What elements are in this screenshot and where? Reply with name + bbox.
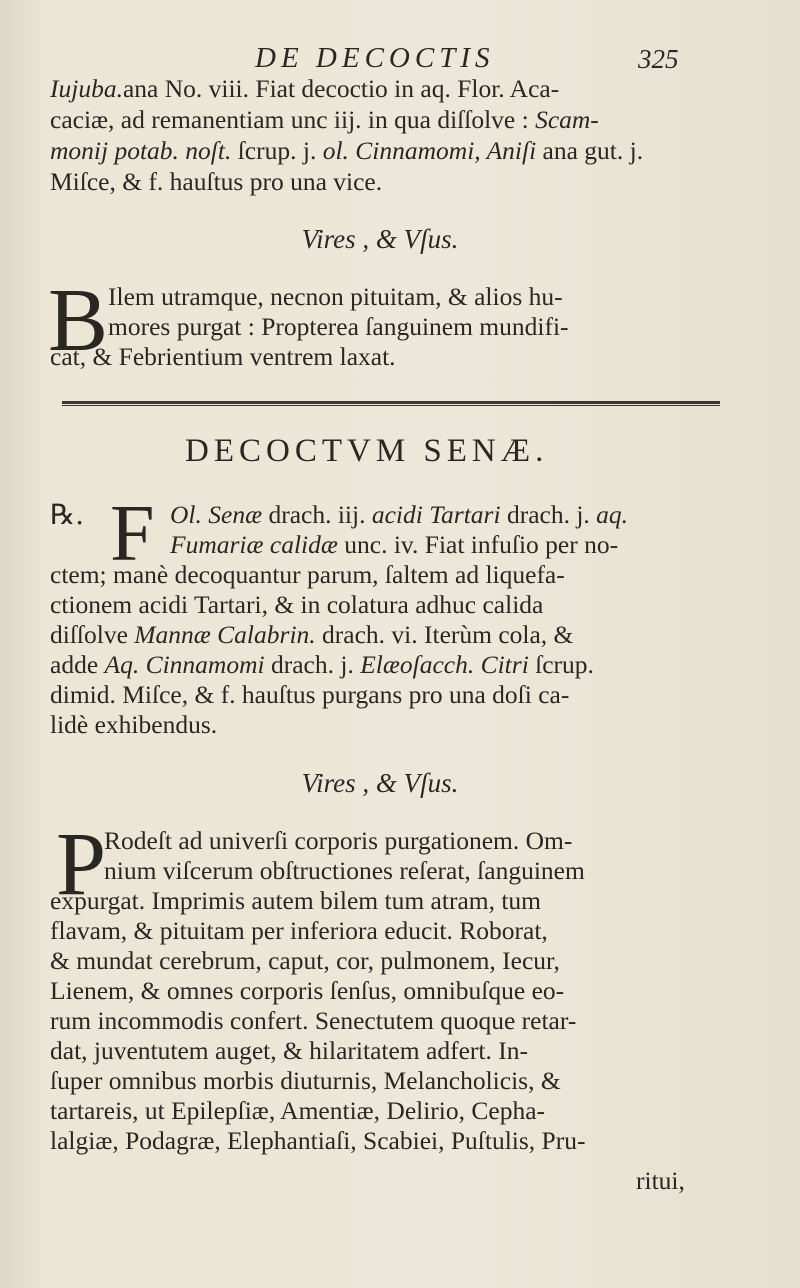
text-run: Miſce, & f. hauſtus pro una vice. xyxy=(50,167,383,196)
page-number: 325 xyxy=(638,44,679,74)
text-line xyxy=(50,105,599,135)
italic-text: Scam- xyxy=(535,105,599,134)
text-line: ſuper omnibus morbis diuturnis, Melancholicis, & xyxy=(50,1066,561,1095)
text-run: ana gut. j. xyxy=(536,136,644,165)
text-line xyxy=(170,530,618,560)
italic-text: Iujuba. xyxy=(50,74,123,103)
drop-cap: P xyxy=(56,815,107,914)
text-line xyxy=(50,620,573,650)
italic-text: Mannæ Calabrin. xyxy=(134,620,316,649)
paragraph-vires-2 xyxy=(50,815,740,1166)
text-line: lalgiæ, Podagræ, Elephantiaſi, Scabiei, Puſtulis, Pru- xyxy=(50,1126,586,1155)
text-line: & mundat cerebrum, caput, cor, pulmonem, Iecur, xyxy=(50,946,560,975)
text-line: Ilem utramque, necnon pituitam, & alios hu- xyxy=(108,282,563,311)
text-line: Lienem, & omnes corporis ſenſus, omnibuſque eo- xyxy=(50,976,565,1005)
text-line xyxy=(50,560,565,590)
italic-text: Aq. Cinnamomi xyxy=(104,650,265,679)
text-run: ſcrup. j. xyxy=(231,136,323,165)
text-line: nium viſcerum obſtructiones reſerat, ſanguinem xyxy=(104,856,585,885)
text-line: expurgat. Imprimis autem bilem tum atram, tum xyxy=(50,886,542,915)
text-run: drach. vi. Iterùm cola, & xyxy=(315,620,574,649)
italic-text: Ol. Senæ xyxy=(170,500,263,529)
page-header xyxy=(0,42,800,78)
italic-text: Elæoſacch. Citri xyxy=(360,650,529,679)
text-line: mores purgat : Propterea ſanguinem mundifi- xyxy=(108,312,569,341)
text-run: drach. j. xyxy=(500,500,597,529)
text-run: caciæ, ad remanentiam unc iij. in qua diſſolve : xyxy=(50,105,536,134)
drop-cap: B xyxy=(48,271,109,370)
text-line: dat, juventutem auget, & hilaritatem adfert. In- xyxy=(50,1036,528,1065)
text-run: drach. j. xyxy=(264,650,361,679)
text-line: Rodeſt ad univerſi corporis purgationem. Om- xyxy=(104,826,573,855)
text-line xyxy=(50,136,643,166)
section-divider xyxy=(62,401,720,406)
text-run: lidè exhibendus. xyxy=(50,710,218,739)
paragraph-recipe xyxy=(50,490,740,740)
text-run: adde xyxy=(50,650,105,679)
drop-cap: F xyxy=(110,490,155,578)
text-run: ctem; manè decoquantur parum, ſaltem ad liquefa- xyxy=(50,560,565,589)
text-line xyxy=(50,167,382,197)
italic-text: ol. Cinnamomi, Aniſi xyxy=(322,136,537,165)
text-line: tartareis, ut Epilepſiæ, Amentiæ, Delirio, Cepha- xyxy=(50,1096,546,1125)
text-line xyxy=(50,710,217,740)
text-run: dimid. Miſce, & f. hauſtus purgans pro una doſi ca- xyxy=(50,680,570,709)
text-run: ana No. viii. Fiat decoctio in aq. Flor. Aca- xyxy=(122,74,560,103)
text-line xyxy=(170,500,628,530)
text-run: ſcrup. xyxy=(528,650,594,679)
paragraph-vires-1 xyxy=(48,271,740,377)
text-line xyxy=(50,650,594,680)
text-run: drach. iij. xyxy=(262,500,372,529)
text-line xyxy=(50,74,559,104)
text-line: flavam, & pituitam per inferiora educit. Roborat, xyxy=(50,916,548,945)
text-line: cat, & Febrientium ventrem laxat. xyxy=(50,342,396,371)
italic-text: Fumariæ calidæ xyxy=(170,530,338,559)
text-run: unc. iv. Fiat infuſio per no- xyxy=(337,530,619,559)
subheading-vires-usus: Vires , & Vſus. xyxy=(301,768,459,798)
recipe-symbol: ℞. xyxy=(50,498,85,531)
italic-text: aq. xyxy=(596,500,629,529)
italic-text: acidi Tartari xyxy=(371,500,501,529)
italic-text: monij potab. noſt. xyxy=(50,136,232,165)
subheading-vires-usus: Vires , & Vſus. xyxy=(301,224,459,254)
catchword: ritui, xyxy=(636,1166,685,1195)
section-title: DECOCTVM SENÆ. xyxy=(185,433,549,469)
text-line: rum incommodis confert. Senectutem quoque retar- xyxy=(50,1006,577,1035)
running-title: DE DECOCTIS xyxy=(255,42,495,74)
text-run: diſſolve xyxy=(50,620,135,649)
text-line xyxy=(50,680,569,710)
text-line xyxy=(50,590,543,620)
recipe-continuation xyxy=(50,74,740,199)
text-run: ctionem acidi Tartari, & in colatura adhuc calida xyxy=(50,590,544,619)
